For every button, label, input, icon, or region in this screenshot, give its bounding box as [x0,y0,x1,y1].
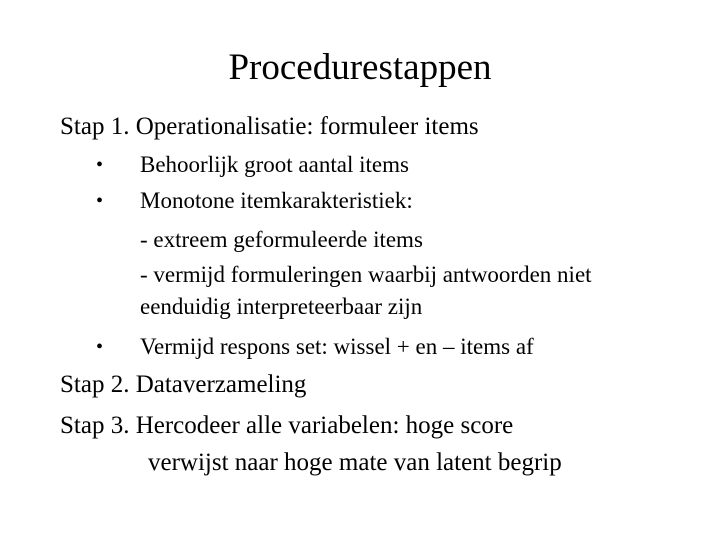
bullet-marker: • [96,154,104,176]
sub-line-avoid-formulations: - vermijd formuleringen waarbij antwoorden niet [140,262,592,287]
step-3-continuation: verwijst naar hoge mate van latent begrip [148,449,562,476]
step-3-heading: Stap 3. Hercodeer alle variabelen: hoge score [60,412,514,439]
bullet-marker: • [96,336,104,358]
bullet-text-response-set: Vermijd respons set: wissel + en – items af [140,334,534,359]
step-2-heading: Stap 2. Dataverzameling [60,371,307,398]
bullet-marker: • [96,190,104,212]
bullet-text-monotone: Monotone itemkarakteristiek: [140,188,413,213]
slide-title: Procedurestappen [228,47,492,88]
bullet-text-item-count: Behoorlijk groot aantal items [140,152,409,177]
step-1-heading: Stap 1. Operationalisatie: formuleer items [60,113,479,140]
sub-line-interpretable: eenduidig interpreteerbaar zijn [140,294,423,319]
sub-line-extreme-items: - extreem geformuleerde items [140,227,423,252]
